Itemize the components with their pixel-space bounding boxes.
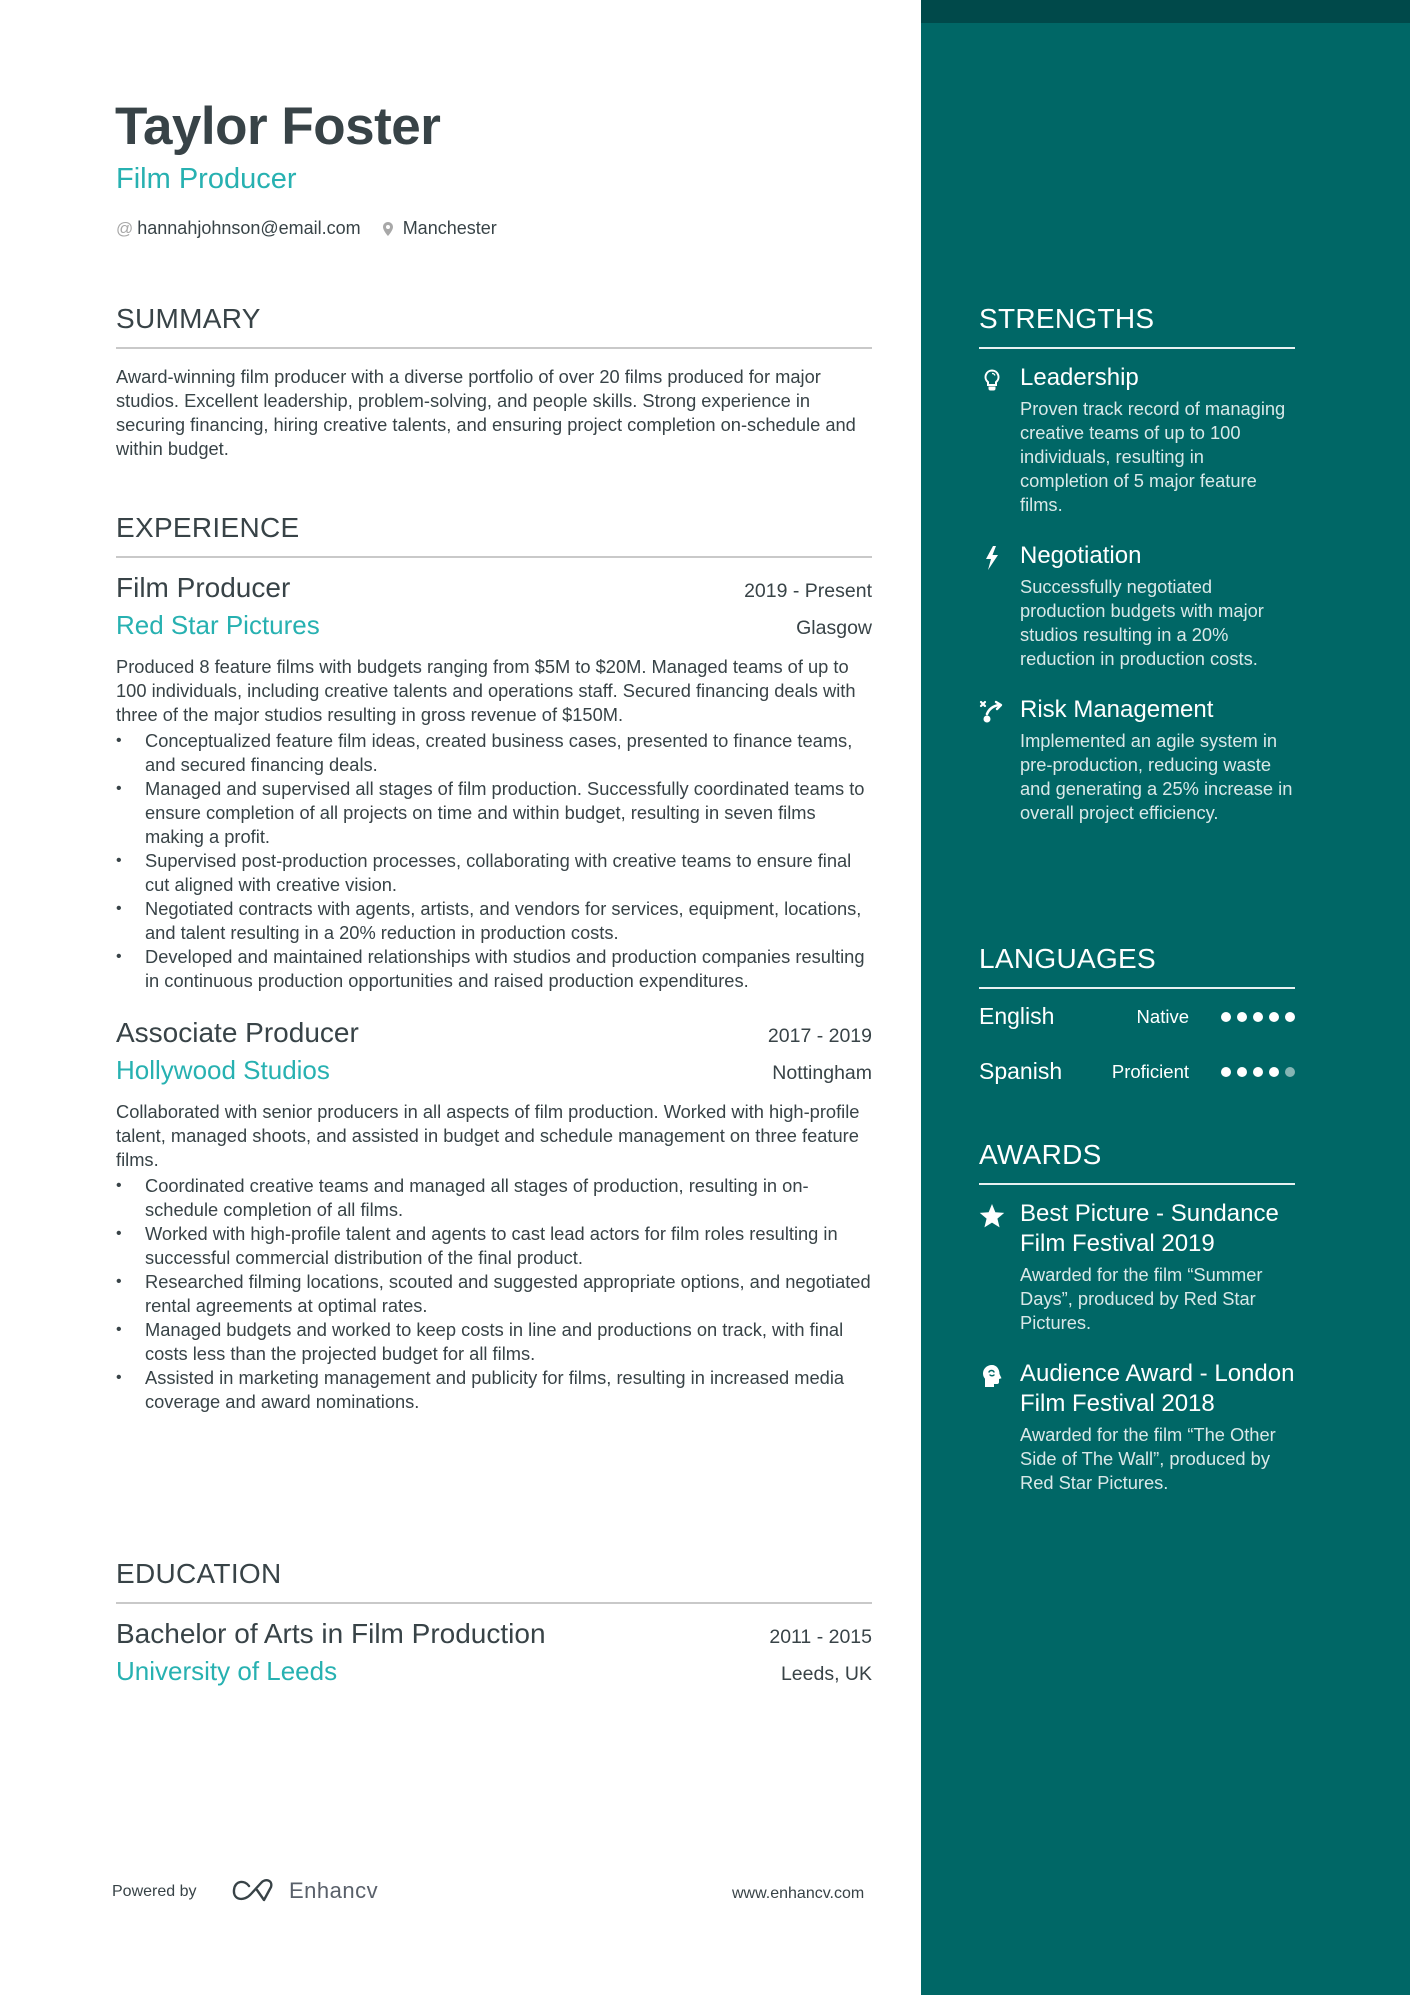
award-item <box>979 1359 1295 1495</box>
award-title: Audience Award - London Film Festival 2018 <box>1020 1360 1295 1417</box>
education-location: Leeds, UK <box>780 1663 872 1685</box>
strength-title: Risk Management <box>1020 696 1214 723</box>
job-location: Glasgow <box>796 617 872 639</box>
strategy-path-icon <box>979 699 1005 725</box>
summary-section <box>116 303 872 461</box>
languages-section <box>979 943 1295 1099</box>
bullet-item: • Worked with high-profile talent and agents to cast lead actors for film roles resulting in successful commercial distribution of the final product. <box>116 1222 872 1270</box>
section-title: AWARDS <box>979 1139 1295 1185</box>
rating-dot-filled <box>1253 1012 1263 1022</box>
award-description: Awarded for the film “Summer Days”, produced by Red Star Pictures. <box>1020 1264 1263 1333</box>
job-title: Film Producer <box>116 572 291 603</box>
awards-section <box>979 1139 1295 1495</box>
rating-dot-filled <box>1237 1012 1247 1022</box>
experience-entry <box>116 1017 872 1414</box>
language-list <box>979 989 1295 1099</box>
summary-text: Award-winning film producer with a diverse portfolio of over 20 films produced for major studios. Excellent leadership, problem-solving, and people skills. Strong experience in securing financing, hiring creative talents, and ensuring project completion on-schedule and within budget. <box>116 366 856 459</box>
enhancv-logo-icon <box>231 1878 277 1904</box>
language-rating <box>1221 1012 1295 1022</box>
job-location: Nottingham <box>772 1062 872 1084</box>
location-pin-icon <box>383 222 393 236</box>
bullet-item: • Negotiated contracts with agents, artists, and vendors for services, equipment, locations, and talent resulting in a 20% reduction in production costs. <box>116 897 872 945</box>
email-text: hannahjohnson@email.com <box>137 218 361 238</box>
award-title: Best Picture - Sundance Film Festival 2019 <box>1020 1200 1279 1257</box>
job-description: Collaborated with senior producers in all aspects of film production. Worked with high-profile talent, managed shoots, and assisted in budget and schedule management on three feature films. <box>116 1101 860 1170</box>
experience-section <box>116 512 872 1414</box>
candidate-role: Film Producer <box>116 163 297 195</box>
award-item <box>979 1199 1295 1335</box>
job-dates: 2017 - 2019 <box>767 1025 872 1047</box>
bullet-item: • Managed budgets and worked to keep costs in line and productions on track, with final costs less than the projected budget for all films. <box>116 1318 872 1366</box>
strength-item <box>979 695 1295 825</box>
education-entry <box>116 1618 872 1687</box>
job-company: Red Star Pictures <box>116 610 320 640</box>
bullet-item: • Coordinated creative teams and managed all stages of production, resulting in on-schedule completion of all films. <box>116 1174 872 1222</box>
rating-dot-empty <box>1285 1067 1295 1077</box>
experience-entry <box>116 572 872 993</box>
location-text: Manchester <box>402 218 497 238</box>
sidebar-top-band <box>921 0 1410 23</box>
education-dates: 2011 - 2015 <box>769 1626 872 1648</box>
rating-dot-filled <box>1221 1012 1231 1022</box>
lightning-bolt-icon <box>979 545 1005 571</box>
section-title: EXPERIENCE <box>116 512 872 558</box>
bullet-item: • Developed and maintained relationships with studios and production companies resulting in continuous production opportunities and raised production expenditures. <box>116 945 872 993</box>
bullet-item: • Supervised post-production processes, collaborating with creative teams to ensure final cut aligned with creative vision. <box>116 849 872 897</box>
email-contact[interactable] <box>116 218 361 239</box>
language-level: Proficient <box>1111 1060 1189 1082</box>
job-company: Hollywood Studios <box>116 1055 330 1085</box>
strengths-section <box>979 303 1295 825</box>
strength-description: Proven track record of managing creative teams of up to 100 individuals, resulting in completion of 5 major feature films. <box>1020 398 1286 515</box>
job-dates: 2019 - Present <box>744 580 872 602</box>
degree-title: Bachelor of Arts in Film Production <box>116 1618 546 1649</box>
job-title: Associate Producer <box>116 1017 359 1048</box>
section-title: SUMMARY <box>116 303 872 349</box>
rating-dot-filled <box>1237 1067 1247 1077</box>
head-brain-icon <box>979 1363 1005 1389</box>
rating-dot-filled <box>1269 1012 1279 1022</box>
rating-dot-filled <box>1269 1067 1279 1077</box>
enhancv-logo[interactable] <box>231 1878 378 1904</box>
job-bullets <box>116 1174 872 1414</box>
section-title: LANGUAGES <box>979 943 1295 989</box>
rating-dot-filled <box>1253 1067 1263 1077</box>
job-description: Produced 8 feature films with budgets ranging from $5M to $20M. Managed teams of up to 100 individuals, including creative talents and operations staff. Secured financing deals with three of the major studios resulting in gross revenue of $150M. <box>116 656 856 725</box>
job-bullets <box>116 729 872 993</box>
strength-item <box>979 363 1295 517</box>
candidate-name: Taylor Foster <box>115 97 441 156</box>
lightbulb-icon <box>979 367 1005 393</box>
contact-info <box>116 218 517 239</box>
star-icon <box>979 1203 1005 1229</box>
powered-by-label: Powered by <box>112 1883 197 1900</box>
strength-description: Successfully negotiated production budgets with major studios resulting in a 20% reduction in production costs. <box>1020 576 1264 669</box>
strength-title: Leadership <box>1020 364 1139 391</box>
bullet-item: • Assisted in marketing management and publicity for films, resulting in increased media coverage and award nominations. <box>116 1366 872 1414</box>
bullet-item: • Conceptualized feature film ideas, created business cases, presented to finance teams, and secured financing deals. <box>116 729 872 777</box>
bullet-item: • Managed and supervised all stages of film production. Successfully coordinated teams to ensure completion of all projects on time and within budget, resulting in seven films making a profit. <box>116 777 872 849</box>
strength-description: Implemented an agile system in pre-production, reducing waste and generating a 25% increase in overall project efficiency. <box>1020 730 1293 823</box>
at-sign-icon: @ <box>116 218 134 238</box>
website-link[interactable]: www.enhancv.com <box>732 1885 865 1902</box>
school-name: University of Leeds <box>116 1656 338 1686</box>
section-title: STRENGTHS <box>979 303 1295 349</box>
rating-dot-filled <box>1221 1067 1231 1077</box>
bullet-item: • Researched filming locations, scouted and suggested appropriate options, and negotiated rental agreements at optimal rates. <box>116 1270 872 1318</box>
language-name: Spanish <box>979 1058 1063 1084</box>
education-section <box>116 1558 872 1687</box>
language-level: Native <box>1136 1005 1189 1027</box>
language-name: English <box>979 1003 1055 1029</box>
location-contact <box>383 218 497 239</box>
language-rating <box>1221 1067 1295 1077</box>
section-title: EDUCATION <box>116 1558 872 1604</box>
strength-item <box>979 541 1295 671</box>
strength-title: Negotiation <box>1020 542 1142 569</box>
brand-name: Enhancv <box>289 1878 379 1903</box>
language-item <box>979 989 1295 1044</box>
award-description: Awarded for the film “The Other Side of The Wall”, produced by Red Star Pictures. <box>1020 1424 1276 1493</box>
language-item <box>979 1044 1295 1099</box>
rating-dot-filled <box>1285 1012 1295 1022</box>
